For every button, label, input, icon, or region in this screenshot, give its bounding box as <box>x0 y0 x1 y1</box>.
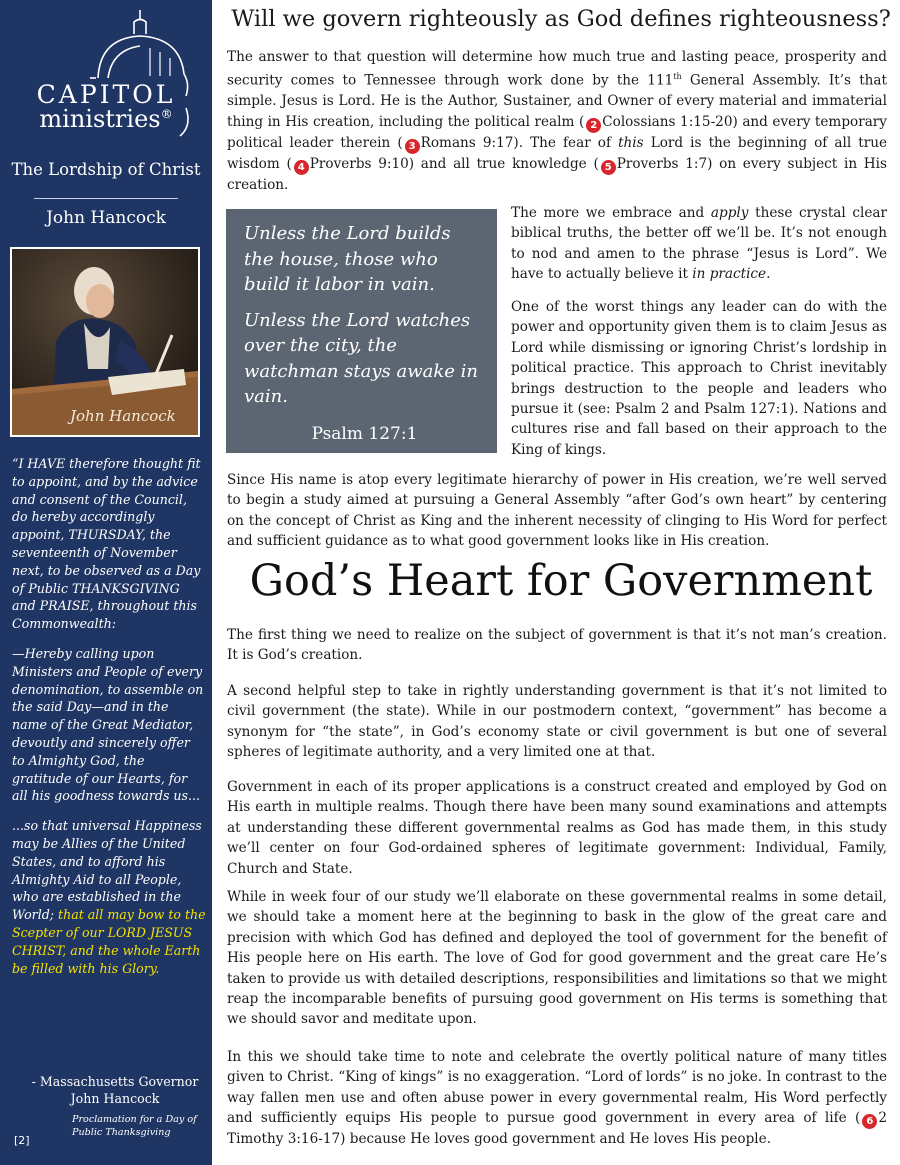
right-column-paragraph-1: The more we embrace and apply these crystal clear biblical truths, the better off we’ll be. It’s not enough to nod and amen to the phrase “Jesus is Lord”. We have to actually believe it in practice. <box>511 205 887 283</box>
quote-paragraph-2: —Hereby calling upon Ministers and People of every denomination, to assemble on the said Day—and in the name of the Great Mediator, devoutly and sincerely offer to Almighty God, the gratitude of our Hearts, for all his goodness towards us... <box>12 645 204 804</box>
sidebar-divider <box>34 198 178 199</box>
section-heading: God’s Heart for Government <box>249 556 873 606</box>
series-title: The Lordship of Christ <box>11 160 201 179</box>
quote-attribution: - Massachusetts Governor John Hancock <box>31 1074 199 1106</box>
page-title: Will we govern righteously as God defines righteousness? <box>231 6 891 32</box>
body-paragraph-1: The first thing we need to realize on the subject of government is that it’s not man’s creation. It is God’s creation. <box>227 627 887 664</box>
pull-quote-line-2: Unless the Lord watches over the city, the watchman stays awake in vain. <box>244 309 478 407</box>
footnote-badge-2: 2 <box>586 118 601 133</box>
quote-paragraph-1: “I HAVE therefore thought fit to appoint, and by the advice and consent of the Council, do hereby accordingly appoint, THURSDAY, the seventeenth of November next, to be observed as a Day of Public THANKSGIVING and PRAISE, throughout this Commonwealth: <box>12 456 201 632</box>
scripture-ref-colossians: Colossians 1:15-20 <box>602 113 733 130</box>
person-name: John Hancock <box>46 208 166 228</box>
footnote-badge-6: 6 <box>862 1114 877 1129</box>
capitol-ministries-logo <box>0 8 212 148</box>
intro-paragraph: The answer to that question will determine how much true and lasting peace, prosperity and security comes to Tennessee through work done by the 111th General Assembly. It’s that simple. Jesus is Lord. He is the Author, Sustainer, and Owner of every material and immaterial thing in His creation, including the political realm ( 2 Colossians 1:15-20) and every temporary political leader therein ( 3 Romans 9:17). The fear of this Lord is the beginning of all true wisdom ( 4 Proverbs 9:10) and all true knowledge ( 5 Proverbs 1:7) on every subject in His creation. <box>227 49 888 193</box>
body-paragraph-5: In this we should take time to note and celebrate the overtly political nature of many titles given to Christ. “King of kings” is no exaggeration. “Lord of lords” is no joke. In contrast to the way fallen men use and often abuse power in every governmental realm, His Word perfectly and sufficiently equips His people to pursue good government in every area of life ( 6 2 Timothy 3:16-17) because He loves good government and He loves His people. <box>227 1049 887 1148</box>
john-hancock-portrait <box>10 247 200 437</box>
body-paragraph-2: A second helpful step to take in rightly understanding government is that it’s not limited to civil government (the state). While in our postmodern context, “government” has become a synonym for “the state”, in God’s economy state or civil government is but one of several spheres of legitimate authority, and a very limited one at that. <box>227 683 887 761</box>
pull-quote-line-1: Unless the Lord builds the house, those who build it labor in vain. <box>244 223 451 295</box>
proclamation-source: Proclamation for a Day of Public Thanksgiving <box>72 1114 197 1138</box>
logo-text-ministries: ministries® <box>39 105 173 133</box>
scripture-ref-proverbs-9: Proverbs 9:10 <box>309 155 409 172</box>
quote-paragraph-3: ...so that universal Happiness may be Allies of the United States, and to afford his Almighty Aid to all People, who are established in the World; that all may bow to the Scepter of our LORD JESUS CHRIST, and the whole Earth be filled with his Glory. <box>12 818 206 976</box>
scripture-ref-romans: Romans 9:17 <box>420 134 514 151</box>
scripture-ref-timothy: 2 Timothy 3:16-17 <box>227 1110 887 1148</box>
footnote-badge-4: 4 <box>294 160 309 175</box>
since-paragraph: Since His name is atop every legitimate hierarchy of power in His creation, we’re well served to begin a study aimed at pursuing a General Assembly “after God’s own heart” by centering on the concept of Christ as King and the inherent necessity of clinging to His Word for perfect and sufficient guidance as to what good government looks like in His creation. <box>227 472 887 550</box>
body-paragraph-4: While in week four of our study we’ll elaborate on these governmental realms in some detail, we should take a moment here at the beginning to bask in the glow of the great care and precision with which God has defined and deployed the tool of government for the benefit of His people here on His earth. The love of God for good government and the great care He’s taken to provide us with detailed descriptions, responsibilities and limitations so that we might reap the incomparable benefits of pursuing good government on His terms is something that we should savor and meditate upon. <box>227 889 887 1028</box>
page-number: [2] <box>14 1134 30 1147</box>
highlighted-quote: that all may bow to the Scepter of our LORD JESUS CHRIST, and the whole Earth be filled with his Glory. <box>12 907 206 976</box>
footnote-badge-3: 3 <box>405 139 420 154</box>
sidebar <box>0 0 212 1165</box>
registered-mark: ® <box>160 107 173 121</box>
scripture-ref-proverbs-1: Proverbs 1:7 <box>616 155 708 172</box>
hancock-proclamation-quote <box>12 455 206 989</box>
logo-text-capitol: CAPITOL <box>36 80 176 109</box>
portrait-signature: John Hancock <box>70 407 176 425</box>
pull-quote-reference: Psalm 127:1 <box>311 423 418 444</box>
right-column-paragraph-2: One of the worst things any leader can do with the power and opportunity given them is to claim Jesus as Lord while dismissing or ignoring Christ’s lordship in political practice. This approach to Christ inevitably brings destruction to the people and leaders who pursue it (see: Psalm 2 and Psalm 127:1). Nations and cultures rise and fall based on their approach to the King of kings. <box>511 299 887 458</box>
body-paragraph-3: Government in each of its proper applications is a construct created and employed by God on His earth in multiple realms. Though there have been many sound examinations and attempts at understanding these different governmental realms as God has made them, in this study we’ll center on four God-ordained spheres of legitimate government: Individual, Family, Church and State. <box>227 779 887 877</box>
psalm-pull-quote <box>226 209 497 453</box>
footnote-badge-5: 5 <box>601 160 616 175</box>
